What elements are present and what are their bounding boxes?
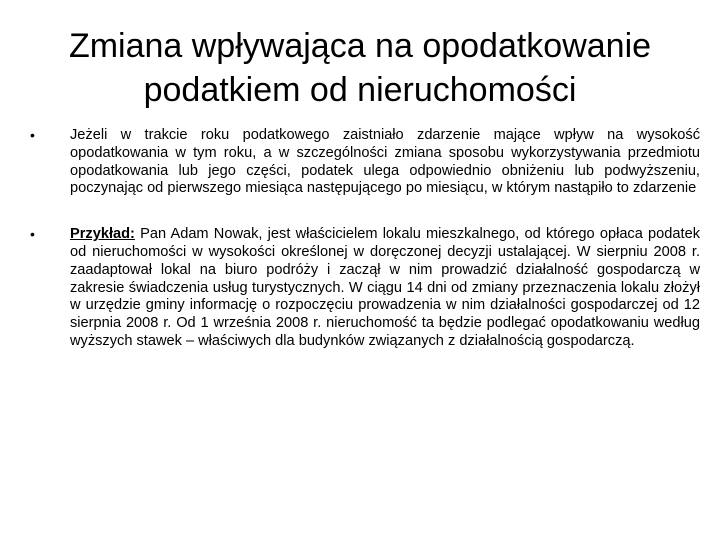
slide-title-line-2: podatkiem od nieruchomości [143, 71, 577, 109]
bullet-item-zmiana [30, 127, 700, 198]
slide-title-line-1: Zmiana wpływająca na opodatkowanie [68, 27, 652, 65]
bullet-item-przyklad [30, 226, 700, 351]
bullet-example-label: Przykład: [70, 226, 135, 243]
bullet-list [30, 127, 700, 351]
bullet-dot-icon: • [30, 226, 35, 243]
bullet-text: Pan Adam Nowak, jest właścicielem lokalu mieszkalnego, od którego opłaca podatek od nieruchomości w wysokości określonej w doręczonej decyzji ustalającej. W sierpniu 2008 r. zaadaptował lokal na biuro podróży i zaczął w nim prowadzić działalność gospodarczą w zakresie świadczenia usług turystycznych. W ciągu 14 dni od zmiany przeznaczenia lokalu złożył w urzędzie gminy informację o rozpoczęciu prowadzenia w nim działalności gospodarczej od 12 sierpnia 2008 r. Od 1 września 2008 r. nieruchomość ta będzie podlegać opodatkowaniu według wyższych stawek – właściwych dla budynków związanych z działalnością gospodarczą. [70, 226, 700, 349]
bullet-text: Jeżeli w trakcie roku podatkowego zaistniało zdarzenie mające wpływ na wysokość opodatkowania w tym roku, a w szczególności zmiana sposobu wykorzystywania przedmiotu opodatkowania lub jego części, podatek ulega odpowiednio obniżeniu lub podwyższeniu, poczynając od pierwszego miesiąca następującego po miesiącu, w którym nastąpiło to zdarzenie [70, 127, 700, 197]
bullet-dot-icon: • [30, 127, 35, 143]
slide-title [20, 24, 700, 112]
